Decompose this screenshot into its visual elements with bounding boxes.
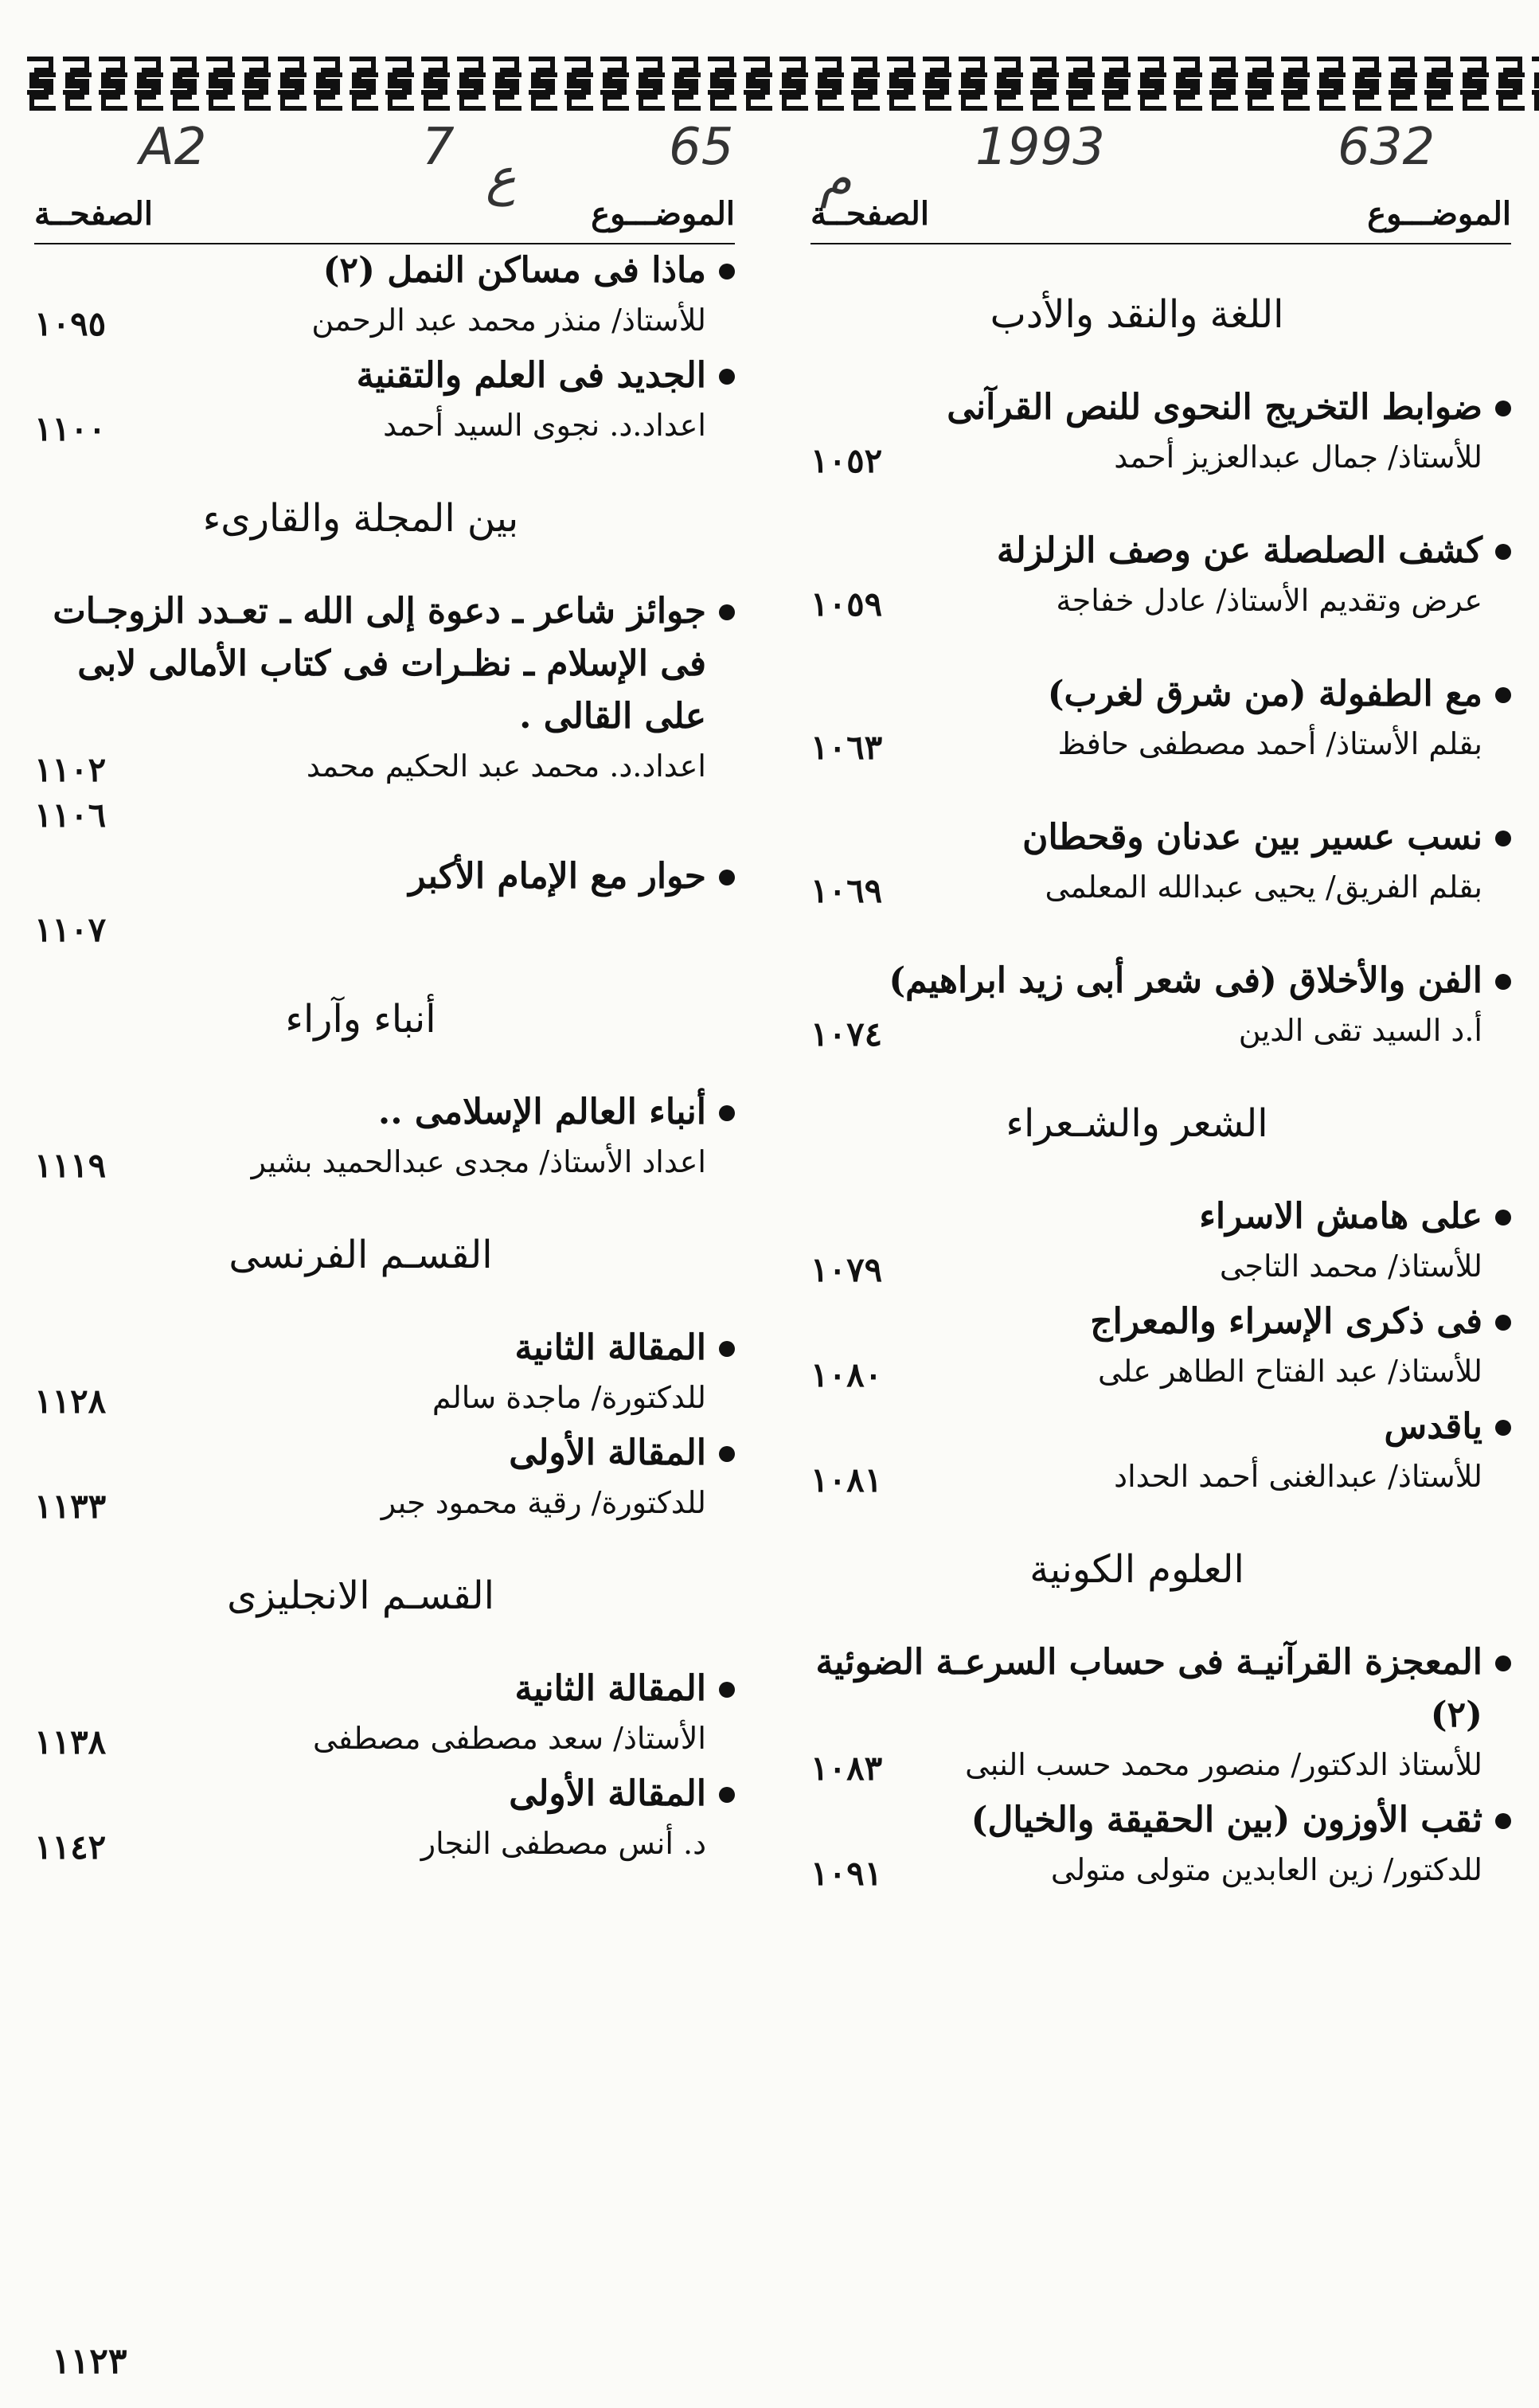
column-header <box>811 195 1511 244</box>
toc-entry <box>811 381 1511 480</box>
toc-entry <box>34 585 735 789</box>
page-number: ١٠٨٣ <box>811 1749 883 1788</box>
toc-entry <box>34 1322 735 1421</box>
entry-title: أنباء العالم الإسلامى .. <box>34 1086 735 1139</box>
section-title: بين المجلة والقارىء <box>202 496 519 541</box>
page-number: ١١٠٠ <box>34 409 107 448</box>
toc-entry <box>34 1086 735 1185</box>
entry-author: اعداد الأستاذ/ مجدى عبدالحميد بشير <box>251 1144 706 1179</box>
header-page: الصفحــة <box>34 195 153 233</box>
section-title: القسـم الفرنسى <box>229 1233 493 1277</box>
handwritten-year: 1993 <box>975 118 1105 177</box>
entry-author: للدكتور/ زين العابدين متولى متولى <box>1050 1852 1482 1887</box>
entry-title: الجديد فى العلم والتقنية <box>34 350 735 402</box>
entry-author: الأستاذ/ سعد مصطفى مصطفى <box>313 1721 706 1756</box>
header-topic: الموضـــوع <box>591 195 735 233</box>
entry-title: ضوابط التخريج النحوى للنص القرآنى <box>811 381 1511 434</box>
entry-title: حوار مع الإمام الأكبر <box>34 850 735 903</box>
entry-title: على هامش الاسراء <box>811 1190 1511 1243</box>
header-topic: الموضـــوع <box>1367 195 1511 233</box>
handwritten-meem: م <box>820 150 852 209</box>
handwritten-notes <box>0 118 1539 209</box>
footer-page-number: ١١٢٣ <box>52 2341 127 2382</box>
page-number: ١١٣٨ <box>34 1722 107 1761</box>
handwritten-seven: 7 <box>422 118 455 177</box>
page-number: ١١٣٣ <box>34 1487 107 1526</box>
entry-author: للأستاذ/ جمال عبدالعزيز أحمد <box>1114 440 1482 475</box>
header-page: الصفحــة <box>811 195 929 233</box>
entry-author: للأستاذ/ منذر محمد عبد الرحمن <box>311 303 706 338</box>
page-number: ١٠٧٩ <box>811 1250 883 1289</box>
entry-author: بقلم الأستاذ/ أحمد مصطفى حافظ <box>1057 726 1482 761</box>
page-number: ١١٠٦ <box>34 796 107 835</box>
entry-author: للأستاذ/ عبدالغنى أحمد الحداد <box>1114 1459 1482 1494</box>
entry-title: ماذا فى مساكن النمل (٢) <box>34 244 735 297</box>
entry-author: للأستاذ/ محمد التاجى <box>1219 1249 1482 1284</box>
page-number: ١٠٥٩ <box>811 584 883 624</box>
section-title: اللغة والنقد والأدب <box>990 292 1284 337</box>
toc-entry <box>811 955 1511 1054</box>
entry-author: اعداد.د. نجوى السيد أحمد <box>383 408 706 443</box>
toc-entry <box>34 350 735 448</box>
handwritten-a2: A2 <box>139 118 207 177</box>
entry-author: للأستاذ الدكتور/ منصور محمد حسب النبى <box>965 1747 1482 1782</box>
section-title: أنباء وآراء <box>285 997 436 1042</box>
left-column-body <box>34 244 735 1867</box>
entry-title: نسب عسير بين عدنان وقحطان <box>811 811 1511 864</box>
entry-title: ياقدس <box>811 1401 1511 1453</box>
handwritten-sixtyfive: 65 <box>669 118 734 177</box>
page-number: ١١٤٢ <box>34 1828 107 1867</box>
column-header <box>34 195 735 244</box>
toc-entry <box>811 668 1511 767</box>
entry-title: المعجزة القرآنيـة فى حساب السرعـة الضوئية (٢) <box>811 1636 1511 1742</box>
page-number: ١١١٩ <box>34 1146 107 1185</box>
left-column <box>34 195 735 2345</box>
page-number: ١١٢٨ <box>34 1382 107 1421</box>
entry-title: فى ذكرى الإسراء والمعراج <box>811 1296 1511 1348</box>
page-number: ١٠٥٢ <box>811 441 883 480</box>
entry-title: مع الطفولة (من شرق لغرب) <box>811 668 1511 721</box>
page-number: ١٠٩١ <box>811 1854 883 1893</box>
page-number: ١٠٦٩ <box>811 871 883 910</box>
toc-entry <box>811 811 1511 910</box>
right-column <box>811 195 1511 2345</box>
page-number: ١١٠٧ <box>34 910 107 949</box>
page-number: ١١٠٢ <box>34 750 107 789</box>
toc-entry <box>811 525 1511 624</box>
toc-entry <box>811 1794 1511 1893</box>
entry-title: المقالة الأولى <box>34 1768 735 1820</box>
toc-entry <box>811 1401 1511 1499</box>
page-number: ١٠٨٠ <box>811 1355 883 1394</box>
page-number: ١٠٩٥ <box>34 304 107 343</box>
section-title: العلوم الكونية <box>1029 1547 1244 1592</box>
entry-title: المقالة الأولى <box>34 1427 735 1480</box>
entry-title: كشف الصلصلة عن وصف الزلزلة <box>811 525 1511 577</box>
entry-author: عرض وتقديم الأستاذ/ عادل خفاجة <box>1056 583 1482 618</box>
toc-entry <box>34 244 735 343</box>
entry-title: جوائز شاعر ـ دعوة إلى الله ـ تعـدد الزوجـات فى الإسلام ـ نظـرات فى كتاب الأمالى لابى على القالى . <box>34 585 735 743</box>
entry-title: المقالة الثانية <box>34 1322 735 1374</box>
decorative-border <box>24 48 1539 119</box>
page-number: ١٠٦٣ <box>811 728 883 767</box>
entry-title: الفن والأخلاق (فى شعر أبى زيد ابراهيم) <box>811 955 1511 1007</box>
page-number: ١٠٨١ <box>811 1460 883 1499</box>
toc-entry <box>34 1663 735 1761</box>
entry-title: المقالة الثانية <box>34 1663 735 1715</box>
toc-entry <box>34 1768 735 1867</box>
handwritten-ain: ع <box>486 148 517 207</box>
entry-author: للدكتورة/ ماجدة سالم <box>432 1380 706 1415</box>
entry-title: ثقب الأوزون (بين الحقيقة والخيال) <box>811 1794 1511 1847</box>
toc-entry <box>811 1296 1511 1394</box>
entry-author: بقلم الفريق/ يحيى عبدالله المعلمى <box>1045 870 1482 905</box>
entry-author: للأستاذ/ عبد الفتاح الطاهر على <box>1097 1354 1482 1389</box>
toc-entry <box>34 1427 735 1526</box>
entry-author: أ.د السيد تقى الدين <box>1238 1013 1482 1048</box>
ornament-pattern <box>24 48 1539 119</box>
section-title: الشعر والشـعراء <box>1006 1101 1268 1146</box>
toc-entry <box>34 850 735 949</box>
handwritten-number: 632 <box>1338 118 1435 177</box>
entry-author: اعداد.د. محمد عبد الحكيم محمد <box>306 749 706 784</box>
page-number: ١٠٧٤ <box>811 1014 883 1054</box>
toc-entry <box>811 1636 1511 1788</box>
right-column-body <box>811 292 1511 1893</box>
entry-author: د. أنس مصطفى النجار <box>420 1826 706 1861</box>
entry-author <box>34 903 735 949</box>
toc-entry <box>811 1190 1511 1289</box>
section-title: القسـم الانجليزى <box>227 1573 494 1618</box>
entry-author: للدكتورة/ رقية محمود جبر <box>381 1485 706 1520</box>
